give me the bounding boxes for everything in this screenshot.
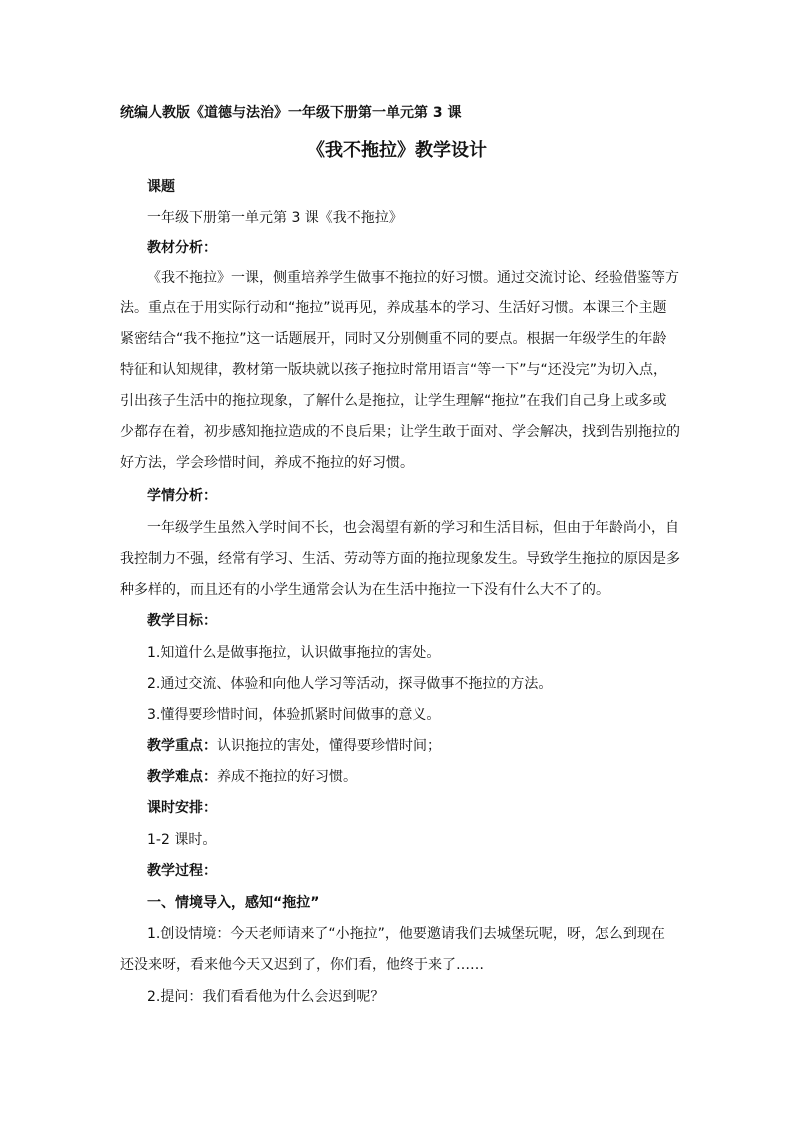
students-line: 我控制力不强，经常有学习、生活、劳动等方面的拖拉现象发生。导致学生拖拉的原因是多 — [120, 551, 680, 567]
topic-heading: 课题 — [147, 179, 175, 195]
goals-heading: 教学目标： — [147, 613, 217, 629]
schedule-heading: 课时安排： — [147, 800, 217, 816]
analysis-line: 紧密结合“我不拖拉”这一话题展开，同时又分别侧重不同的要点。根据一年级学生的年龄 — [120, 331, 667, 347]
topic-text: 一年级下册第一单元第 3 课《我不拖拉》 — [147, 210, 403, 226]
key-heading: 教学重点： — [147, 738, 217, 754]
schedule-text: 1-2 课时。 — [147, 832, 217, 848]
analysis-line: 特征和认知规律，教材第一版块就以孩子拖拉时常用语言“等一下”与“还没完”为切入点， — [120, 362, 668, 378]
students-heading: 学情分析： — [147, 488, 217, 504]
step2-text: 2.提问：我们看看他为什么会迟到呢？ — [147, 989, 385, 1005]
key-text: 认识拖拉的害处，懂得要珍惜时间； — [217, 738, 441, 754]
step1-line: 还没来呀，看来他今天又迟到了，你们看，他终于来了…… — [120, 957, 484, 973]
analysis-line: 《我不拖拉》一课，侧重培养学生做事不拖拉的好习惯。通过交流讨论、经验借鉴等方 — [147, 270, 679, 286]
document-header: 统编人教版《道德与法治》一年级下册第一单元第 3 课 — [120, 105, 462, 121]
goal-item: 3.懂得要珍惜时间，体验抓紧时间做事的意义。 — [147, 707, 441, 723]
students-line: 种多样的，而且还有的小学生通常会认为在生活中拖拉一下没有什么大不了的。 — [120, 582, 610, 598]
difficult-heading: 教学难点： — [147, 769, 217, 785]
analysis-line: 引出孩子生活中的拖拉现象，了解什么是拖拉，让学生理解“拖拉”在我们自己身上或多或 — [120, 393, 667, 409]
goal-item: 1.知道什么是做事拖拉，认识做事拖拉的害处。 — [147, 645, 441, 661]
analysis-line: 法。重点在于用实际行动和“拖拉”说再见，养成基本的学习、生活好习惯。本课三个主题 — [120, 300, 667, 316]
key-point — [147, 736, 707, 756]
document-title: 《我不拖拉》教学设计 — [307, 140, 487, 161]
step1-line: 1.创设情境：今天老师请来了“小拖拉”，他要邀请我们去城堡玩呢，呀，怎么到现在 — [147, 926, 665, 942]
analysis-heading: 教材分析： — [147, 240, 217, 256]
process-heading: 教学过程： — [147, 863, 217, 879]
goal-item: 2.通过交流、体验和向他人学习等活动，探寻做事不拖拉的方法。 — [147, 676, 553, 692]
difficult-text: 养成不拖拉的好习惯。 — [217, 769, 357, 785]
analysis-line: 少都存在着，初步感知拖拉造成的不良后果；让学生敢于面对、学会解决，找到告别拖拉的 — [120, 424, 680, 440]
analysis-line: 好方法，学会珍惜时间，养成不拖拉的好习惯。 — [120, 455, 414, 471]
step1-heading: 一、情境导入，感知“拖拉” — [147, 895, 320, 911]
difficult-point — [147, 767, 707, 787]
students-line: 一年级学生虽然入学时间不长，也会渴望有新的学习和生活目标，但由于年龄尚小，自 — [147, 520, 679, 536]
